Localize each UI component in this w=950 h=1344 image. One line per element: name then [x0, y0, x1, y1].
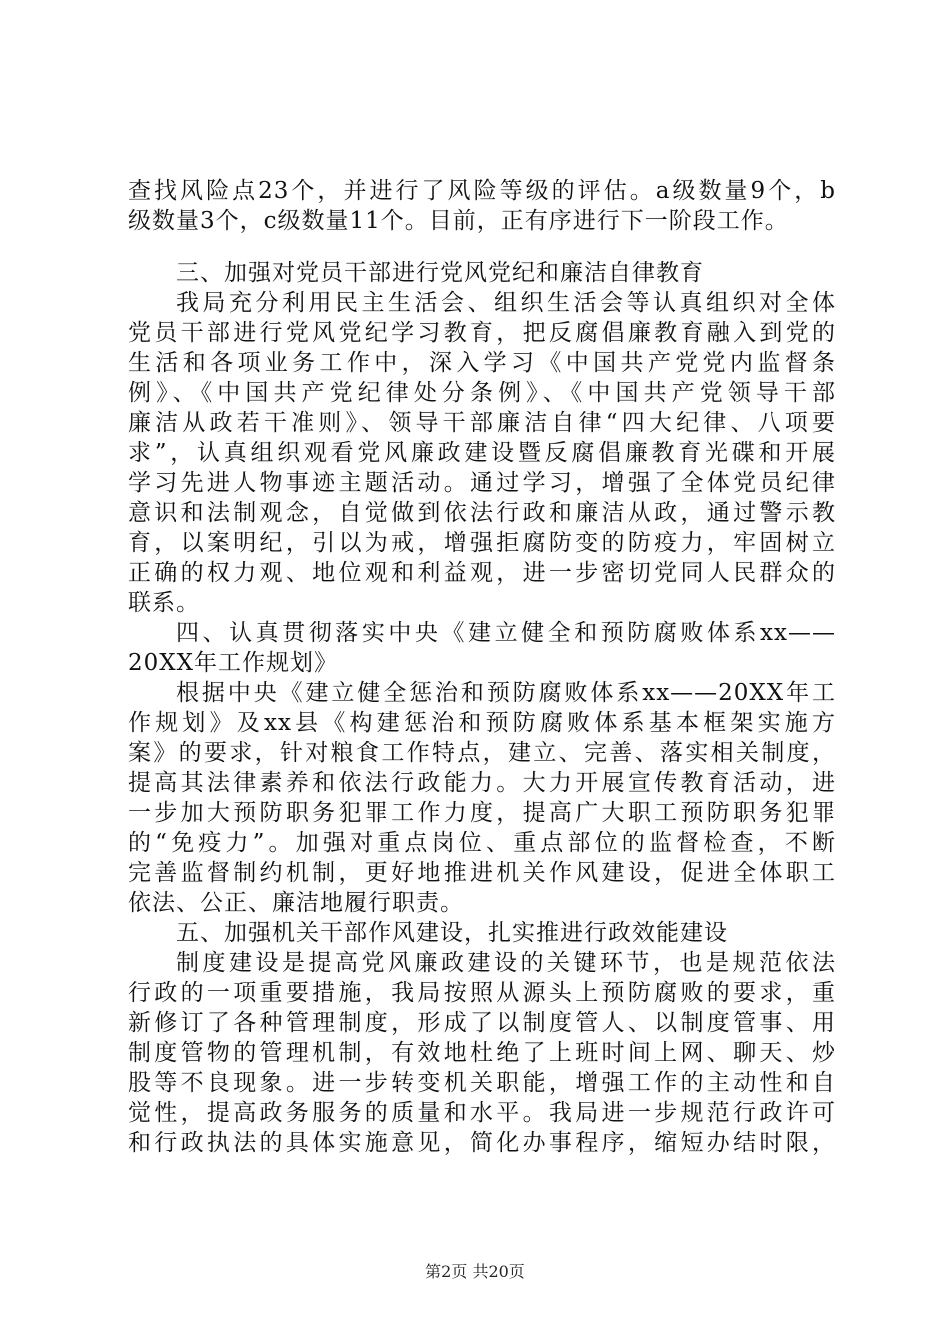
document-body [128, 176, 836, 1158]
page-number-label: 第2页 共20页 [425, 1262, 525, 1281]
text-line: 廉洁从政若干准则》、领导干部廉洁自律“四大纪律、八项要 [128, 410, 836, 436]
heading-line: 四、认真贯彻落实中央《建立健全和预防腐败体系xx—— [176, 620, 836, 646]
text-line: 一步加大预防职务犯罪工作力度，提高广大职工预防职务犯罪 [128, 800, 836, 826]
heading-line: 五、加强机关干部作风建设，扎实推进行政效能建设 [176, 920, 728, 946]
text-line: 的“免疫力”。加强对重点岗位、重点部位的监督检查，不断 [128, 830, 836, 856]
text-line: 依法、公正、廉洁地履行职责。 [128, 890, 464, 916]
text-line: 新修订了各种管理制度，形成了以制度管人、以制度管事、用 [128, 1010, 836, 1036]
paragraph-gap [128, 236, 836, 258]
text-line: 制度管物的管理机制，有效地杜绝了上班时间上网、聊天、炒 [128, 1040, 836, 1066]
text-line: 案》的要求，针对粮食工作特点，建立、完善、落实相关制度， [128, 740, 836, 766]
text-line: 级数量3个，c级数量11个。目前，正有序进行下一阶段工作。 [128, 208, 789, 234]
section-heading-4 [128, 618, 836, 678]
text-line: 根据中央《建立健全惩治和预防腐败体系xx——20XX年工 [176, 680, 836, 706]
section-heading-3 [128, 258, 836, 288]
text-line: 行政的一项重要措施，我局按照从源头上预防腐败的要求，重 [128, 980, 836, 1006]
paragraph-education [128, 288, 836, 618]
text-line: 觉性，提高政务服务的质量和水平。我局进一步规范行政许可 [128, 1100, 836, 1126]
text-line: 查找风险点23个，并进行了风险等级的评估。a级数量9个，b [128, 178, 836, 204]
text-line: 完善监督制约机制，更好地推进机关作风建设，促进全体职工 [128, 860, 836, 886]
text-line: 制度建设是提高党风廉政建设的关键环节，也是规范依法 [176, 950, 836, 976]
text-line: 正确的权力观、地位观和利益观，进一步密切党同人民群众的 [128, 560, 836, 586]
text-line: 股等不良现象。进一步转变机关职能，增强工作的主动性和自 [128, 1070, 836, 1096]
text-line: 党员干部进行党风党纪学习教育，把反腐倡廉教育融入到党的 [128, 320, 836, 346]
text-line: 我局充分利用民主生活会、组织生活会等认真组织对全体 [176, 290, 836, 316]
text-line: 和行政执法的具体实施意见，简化办事程序，缩短办结时限， [128, 1130, 836, 1156]
paragraph-continuation [128, 176, 836, 236]
paragraph-planning [128, 678, 836, 918]
text-line: 育，以案明纪，引以为戒，增强拒腐防变的防疫力，牢固树立 [128, 530, 836, 556]
heading-line: 20XX年工作规划》 [128, 650, 339, 676]
text-line: 提高其法律素养和依法行政能力。大力开展宣传教育活动，进 [128, 770, 836, 796]
text-line: 生活和各项业务工作中，深入学习《中国共产党党内监督条 [128, 350, 836, 376]
section-heading-5 [128, 918, 836, 948]
page-footer [0, 1262, 950, 1282]
text-line: 作规划》及xx县《构建惩治和预防腐败体系基本框架实施方 [128, 710, 836, 736]
paragraph-institutions [128, 948, 836, 1158]
heading-line: 三、加强对党员干部进行党风党纪和廉洁自律教育 [176, 260, 704, 286]
text-line: 学习先进人物事迹主题活动。通过学习，增强了全体党员纪律 [128, 470, 836, 496]
text-line: 例》、《中国共产党纪律处分条例》、《中国共产党领导干部 [128, 380, 836, 406]
text-line: 意识和法制观念，自觉做到依法行政和廉洁从政，通过警示教 [128, 500, 836, 526]
text-line: 求”，认真组织观看党风廉政建设暨反腐倡廉教育光碟和开展 [128, 440, 836, 466]
text-line: 联系。 [128, 590, 200, 616]
